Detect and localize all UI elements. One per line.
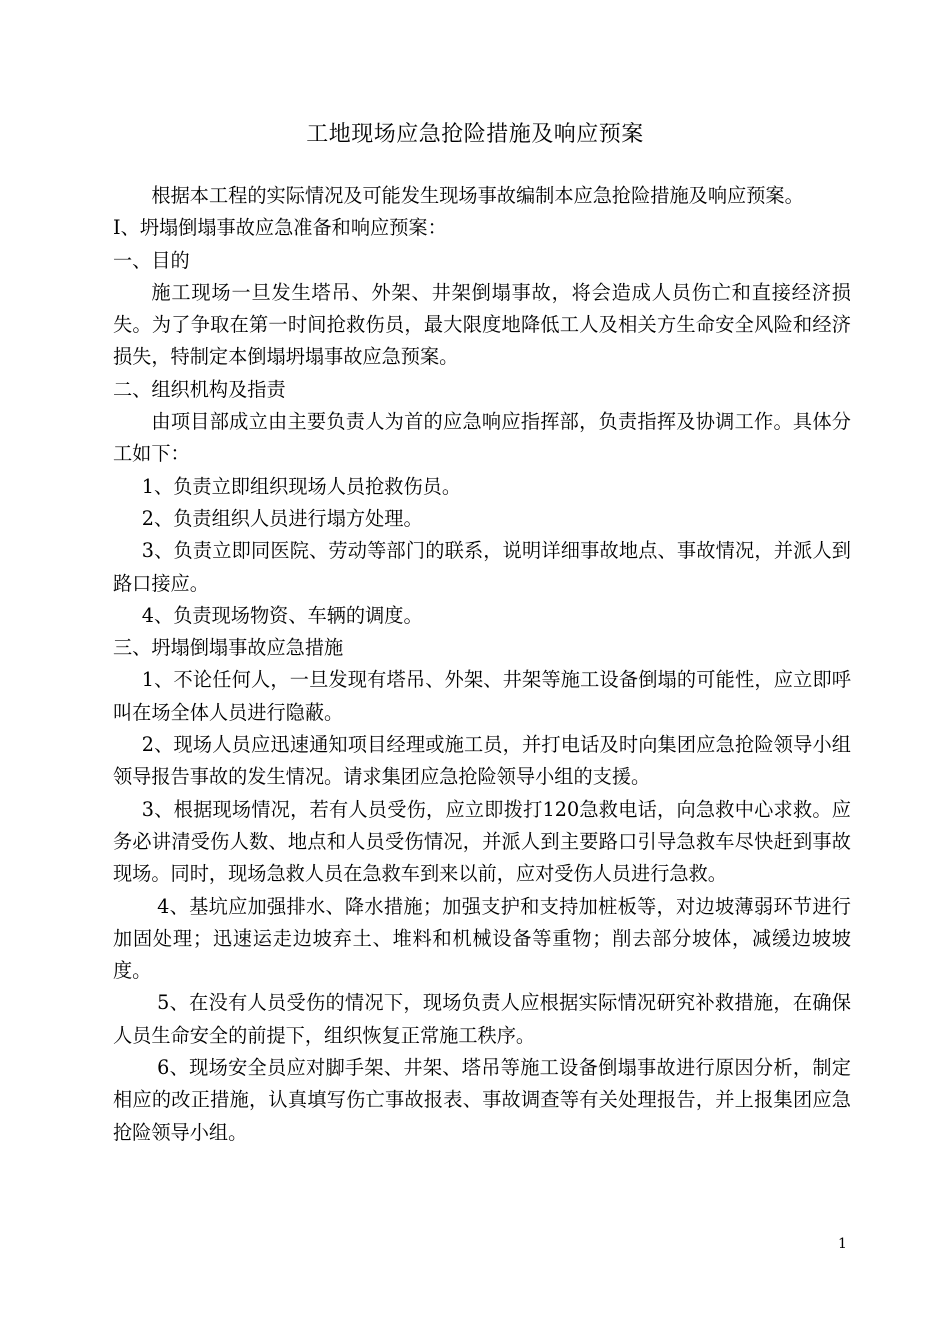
list-item-measure-4: 4、基坑应加强排水、降水措施；加强支护和支持加桩板等，对边坡薄弱环节进行加固处理；迅速运走边坡弃土、堆料和机械设备等重物；削去部分坡体，减缓边坡坡度。 xyxy=(113,894,851,983)
list-item-measure-6: 6、现场安全员应对脚手架、井架、塔吊等施工设备倒塌事故进行原因分析，制定相应的改正措施，认真填写伤亡事故报表、事故调查等有关处理报告，并上报集团应急抢险领导小组。 xyxy=(113,1056,851,1144)
list-item-measure-1: 1、不论任何人，一旦发现有塔吊、外架、井架等施工设备倒塌的可能性，应立即呼叫在场全体人员进行隐蔽。 xyxy=(113,668,851,724)
section-heading-collapse-plan: Ⅰ、坍塌倒塌事故应急准备和响应预案： xyxy=(113,216,447,240)
document-title: 工地现场应急抢险措施及响应预案 xyxy=(306,122,644,147)
list-item-duty-4: 4、负责现场物资、车辆的调度。 xyxy=(141,603,423,627)
page-number: 1 xyxy=(838,1236,847,1252)
section-heading-organization: 二、组织机构及指责 xyxy=(113,377,286,401)
paragraph-intro: 根据本工程的实际情况及可能发生现场事故编制本应急抢险措施及响应预案。 xyxy=(151,184,804,207)
document-body xyxy=(113,180,851,1149)
list-item-measure-2: 2、现场人员应迅速通知项目经理或施工员，并打电话及时向集团应急抢险领导小组领导报告事故的发生情况。请求集团应急抢险领导小组的支援。 xyxy=(113,733,851,789)
list-item-duty-1: 1、负责立即组织现场人员抢救伤员。 xyxy=(141,474,462,498)
section-heading-measures: 三、坍塌倒塌事故应急措施 xyxy=(113,636,344,660)
list-item-measure-5: 5、在没有人员受伤的情况下，现场负责人应根据实际情况研究补救措施，在确保人员生命安全的前提下，组织恢复正常施工秩序。 xyxy=(113,991,851,1047)
section-heading-purpose: 一、目的 xyxy=(113,248,190,272)
list-item-measure-3: 3、根据现场情况，若有人员受伤，应立即拨打120急救电话，向急救中心求救。应务必讲清受伤人数、地点和人员受伤情况，并派人到主要路口引导急救车尽快赶到事故现场。同时，现场急救人员在急救车到来以前，应对受伤人员进行急救。 xyxy=(113,797,851,886)
paragraph-purpose: 施工现场一旦发生塔吊、外架、井架倒塌事故，将会造成人员伤亡和直接经济损失。为了争取在第一时间抢救伤员，最大限度地降低工人及相关方生命安全风险和经济损失，特制定本倒塌坍塌事故应急预案。 xyxy=(113,280,851,369)
paragraph-organization: 由项目部成立由主要负责人为首的应急响应指挥部，负责指挥及协调工作。具体分工如下： xyxy=(113,410,851,466)
list-item-duty-2: 2、负责组织人员进行塌方处理。 xyxy=(141,506,423,530)
list-item-duty-3: 3、负责立即同医院、劳动等部门的联系，说明详细事故地点、事故情况，并派人到路口接应。 xyxy=(113,539,851,595)
